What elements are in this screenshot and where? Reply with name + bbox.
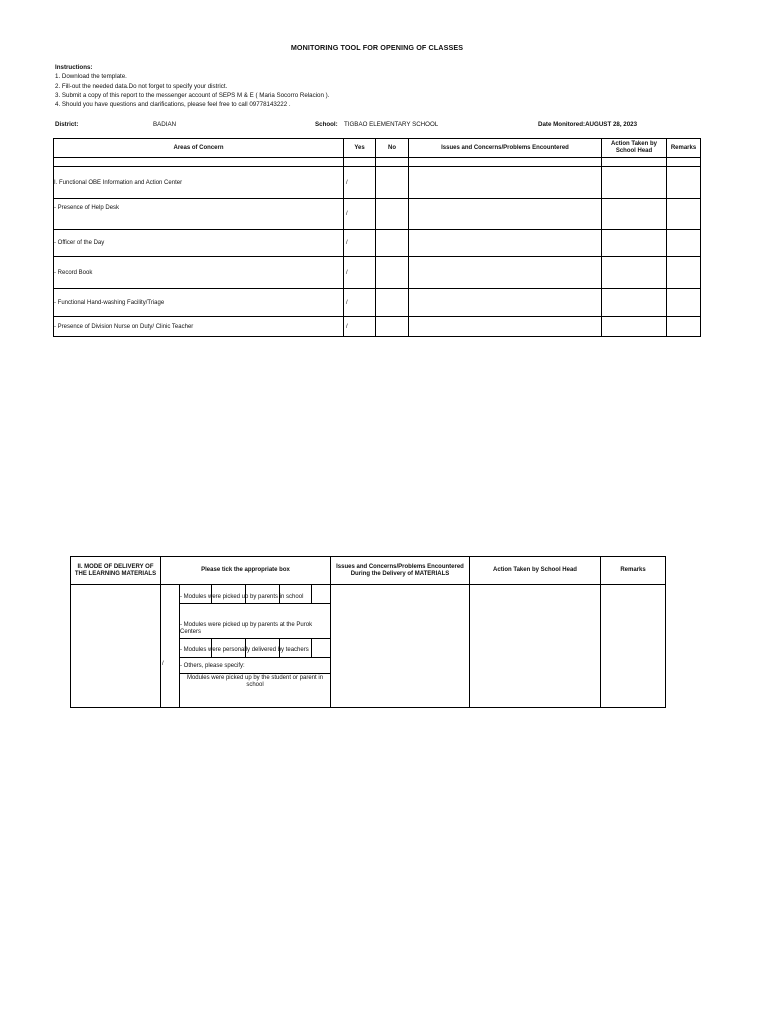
option-divider — [179, 603, 330, 604]
instruction-item: 1. Download the template. — [55, 73, 127, 81]
yes-mark[interactable]: / — [344, 199, 376, 230]
school-value: TIGBAO ELEMENTARY SCHOOL — [344, 121, 439, 128]
header-action: Action Taken by School Head — [602, 139, 667, 158]
table-row — [54, 257, 701, 289]
no-cell[interactable] — [376, 167, 409, 199]
issues-cell[interactable] — [409, 230, 602, 257]
remarks-cell[interactable] — [667, 289, 701, 317]
option-divider — [179, 638, 330, 639]
header-mode-of-delivery: II. MODE OF DELIVERY OF THE LEARNING MATERIALS — [71, 557, 161, 585]
header-areas: Areas of Concern — [54, 139, 344, 158]
area-label: - Functional Hand-washing Facility/Triage — [54, 289, 344, 317]
action-cell[interactable] — [602, 167, 667, 199]
area-label: I. Functional OBE Information and Action Center — [54, 167, 344, 199]
remarks-cell[interactable] — [667, 167, 701, 199]
option-others[interactable]: - Others, please specify: — [180, 663, 245, 669]
header-remarks: Remarks — [667, 139, 701, 158]
area-label: - Record Book — [54, 257, 344, 289]
no-cell[interactable] — [376, 230, 409, 257]
no-cell[interactable] — [376, 257, 409, 289]
yes-mark[interactable]: / — [344, 257, 376, 289]
table-row — [71, 585, 666, 708]
remarks-cell[interactable] — [667, 317, 701, 337]
date-monitored — [538, 121, 637, 128]
header-tick: Please tick the appropriate box — [161, 557, 331, 585]
header-remarks: Remarks — [601, 557, 666, 585]
table-row — [54, 289, 701, 317]
no-cell[interactable] — [376, 199, 409, 230]
school-label: School: — [315, 121, 338, 128]
action-cell[interactable] — [602, 317, 667, 337]
option-picked-up-in-school[interactable]: - Modules were picked up by parents in school — [180, 594, 304, 600]
instructions-heading: Instructions: — [55, 64, 93, 71]
yes-mark[interactable]: / — [344, 230, 376, 257]
instruction-item: 3. Submit a copy of this report to the messenger account of SEPS M & E ( Maria Socorro Relacion ). — [55, 91, 330, 99]
instruction-item: 4. Should you have questions and clarifications, please feel free to call 09778143222 . — [55, 101, 291, 109]
action-cell[interactable] — [470, 585, 601, 708]
table-row — [54, 199, 701, 230]
table-header-row — [54, 139, 701, 158]
option-divider — [179, 673, 330, 674]
yes-mark[interactable]: / — [344, 289, 376, 317]
mode-of-delivery-table — [70, 556, 666, 708]
instructions — [55, 63, 329, 109]
action-cell[interactable] — [602, 230, 667, 257]
area-label: - Officer of the Day — [54, 230, 344, 257]
option-picked-up-purok[interactable]: - Modules were picked up by parents at the Purok Centers — [180, 622, 313, 635]
date-label: Date Monitored: — [538, 121, 586, 128]
yes-mark[interactable]: / — [344, 317, 376, 337]
issues-cell[interactable] — [331, 585, 470, 708]
document-title: MONITORING TOOL FOR OPENING OF CLASSES — [290, 43, 464, 52]
option-others-specified: Modules were picked up by the student or parent in school — [186, 675, 324, 688]
mode-cell — [71, 585, 161, 708]
header-action: Action Taken by School Head — [470, 557, 601, 585]
table-row — [54, 167, 701, 199]
district-label: District: — [55, 121, 79, 128]
table-header-row — [71, 557, 666, 585]
area-label: - Presence of Help Desk — [54, 199, 344, 230]
header-issues: Issues and Concerns/Problems Encountered During the Delivery of MATERIALS — [331, 557, 470, 585]
area-label: - Presence of Division Nurse on Duty/ Clinic Teacher — [54, 317, 344, 337]
option-divider — [179, 657, 330, 658]
table-row — [54, 158, 701, 167]
issues-cell[interactable] — [409, 167, 602, 199]
instruction-item: 2. Fill-out the needed data.Do not forget to specify your district. — [55, 82, 228, 90]
date-value: AUGUST 28, 2023 — [585, 121, 638, 128]
table-row — [54, 230, 701, 257]
remarks-cell[interactable] — [667, 257, 701, 289]
issues-cell[interactable] — [409, 317, 602, 337]
action-cell[interactable] — [602, 289, 667, 317]
option-divider — [311, 639, 312, 657]
remarks-cell[interactable] — [667, 199, 701, 230]
action-cell[interactable] — [602, 199, 667, 230]
areas-of-concern-table — [53, 138, 701, 337]
remarks-cell[interactable] — [667, 230, 701, 257]
issues-cell[interactable] — [409, 199, 602, 230]
district-value: BADIAN — [153, 121, 177, 128]
header-yes: Yes — [344, 139, 376, 158]
issues-cell[interactable] — [409, 289, 602, 317]
remarks-cell[interactable] — [601, 585, 666, 708]
table-row — [54, 317, 701, 337]
action-cell[interactable] — [602, 257, 667, 289]
tick-mark[interactable]: / — [162, 661, 164, 667]
yes-mark[interactable]: / — [344, 167, 376, 199]
header-issues: Issues and Concerns/Problems Encountered — [409, 139, 602, 158]
no-cell[interactable] — [376, 289, 409, 317]
header-no: No — [376, 139, 409, 158]
option-divider — [311, 585, 312, 603]
no-cell[interactable] — [376, 317, 409, 337]
option-personally-delivered[interactable]: - Modules were personally delivered by teachers — [180, 647, 309, 653]
issues-cell[interactable] — [409, 257, 602, 289]
